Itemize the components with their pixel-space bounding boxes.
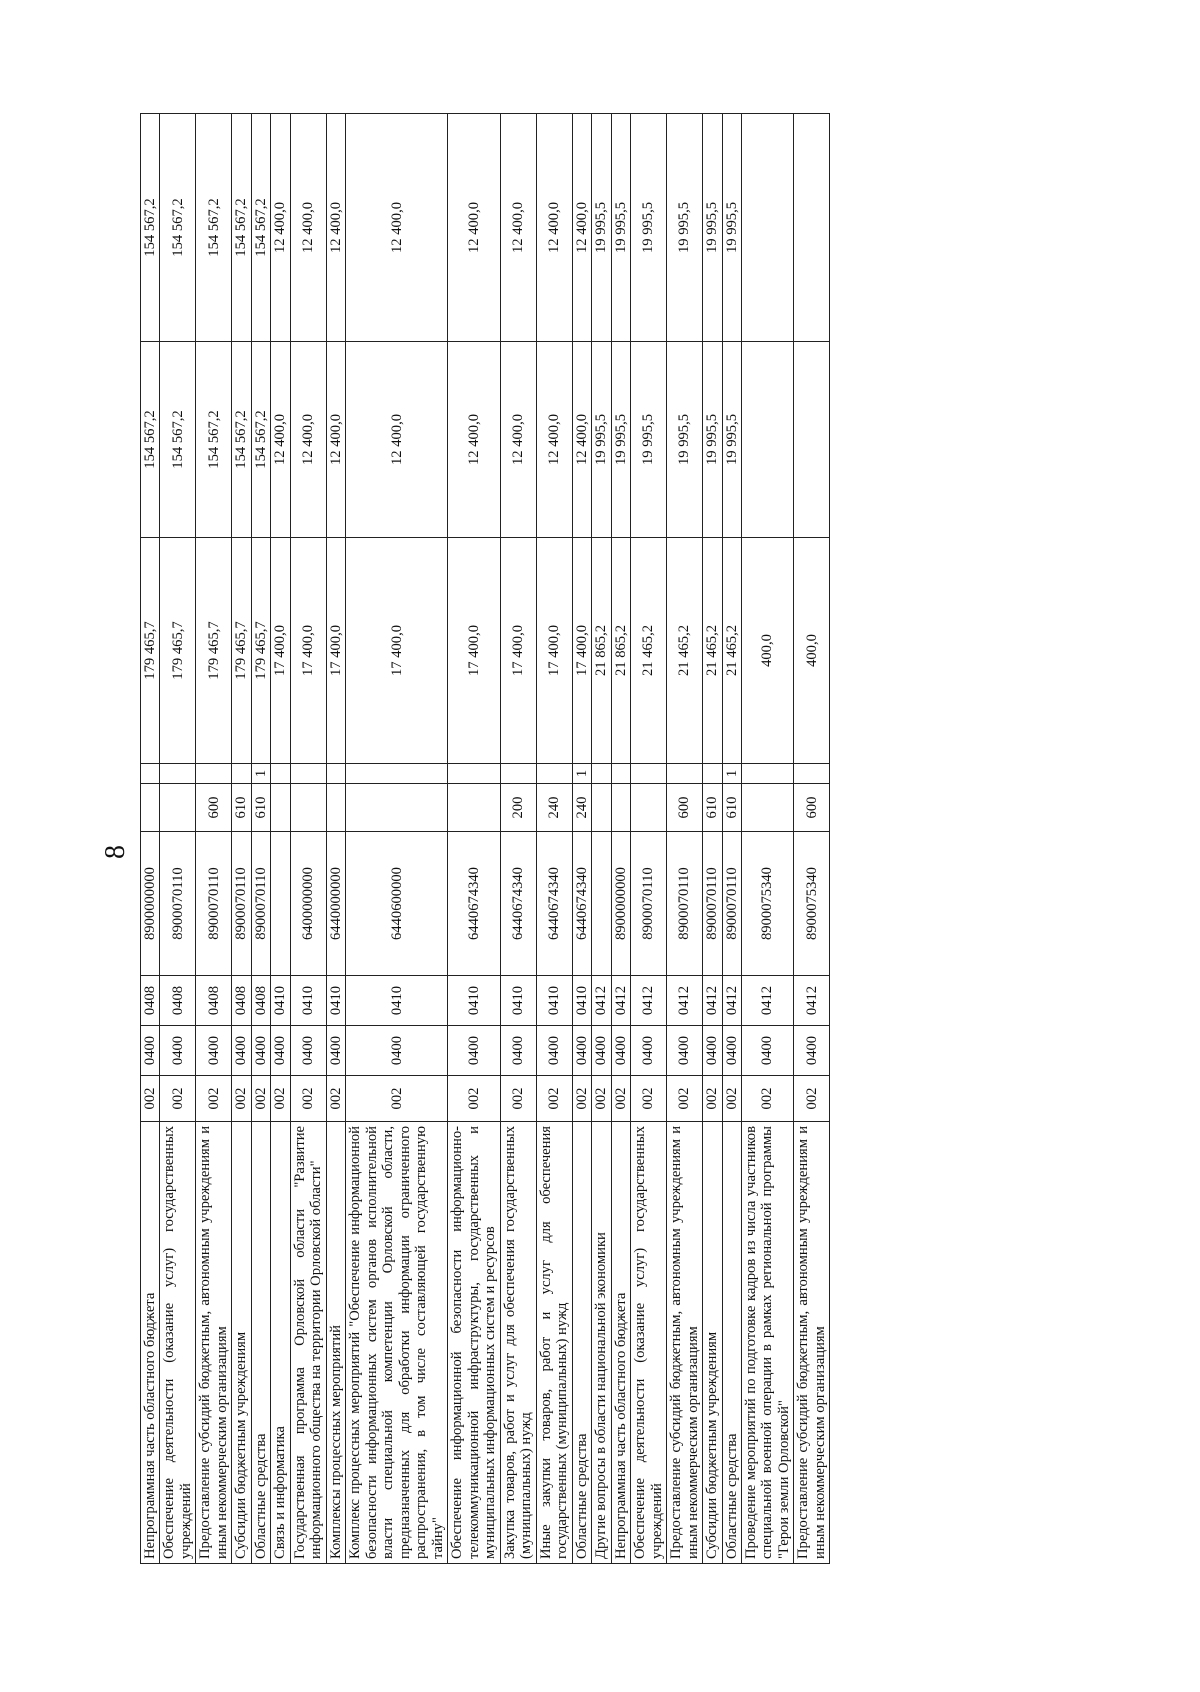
amount-2-cell: 154 567,2 (251, 342, 270, 538)
source-code-cell (232, 764, 251, 784)
expense-name-cell: Субсидии бюджетным учреждениям (232, 1122, 251, 1564)
amount-1-cell: 179 465,7 (232, 538, 251, 764)
amount-2-cell (741, 342, 793, 538)
expense-name-cell: Обеспечение деятельности (оказание услуг) государственных учреждений (631, 1122, 667, 1564)
source-code-cell (631, 764, 667, 784)
section-code-cell: 0400 (196, 1026, 232, 1076)
section-code-cell: 0400 (232, 1026, 251, 1076)
amount-1-cell: 400,0 (794, 538, 830, 764)
grbs-code-cell: 002 (196, 1076, 232, 1122)
target-article-cell: 8900070110 (160, 832, 196, 976)
amount-2-cell: 12 400,0 (536, 342, 572, 538)
subsection-code-cell: 0408 (196, 976, 232, 1026)
grbs-code-cell: 002 (251, 1076, 270, 1122)
section-code-cell: 0400 (500, 1026, 536, 1076)
section-code-cell: 0400 (346, 1026, 448, 1076)
table-body (141, 114, 830, 1564)
target-article-cell: 6440674340 (448, 832, 500, 976)
source-code-cell (592, 764, 611, 784)
budget-table (140, 113, 830, 1564)
amount-2-cell: 12 400,0 (290, 342, 326, 538)
section-code-cell: 0400 (631, 1026, 667, 1076)
amount-2-cell: 19 995,5 (611, 342, 630, 538)
section-code-cell: 0400 (448, 1026, 500, 1076)
expense-name-cell: Другие вопросы в области национальной экономики (592, 1122, 611, 1564)
amount-2-cell: 12 400,0 (271, 342, 290, 538)
grbs-code-cell: 002 (703, 1076, 722, 1122)
expense-name-cell: Комплексы процессных мероприятий (326, 1122, 345, 1564)
table-row (141, 114, 160, 1564)
grbs-code-cell: 002 (741, 1076, 793, 1122)
grbs-code-cell: 002 (326, 1076, 345, 1122)
amount-2-cell: 19 995,5 (592, 342, 611, 538)
subsection-code-cell: 0412 (631, 976, 667, 1026)
expense-type-cell: 610 (722, 784, 741, 832)
expense-type-cell: 600 (196, 784, 232, 832)
table-row (611, 114, 630, 1564)
source-code-cell (346, 764, 448, 784)
section-code-cell: 0400 (290, 1026, 326, 1076)
subsection-code-cell: 0408 (160, 976, 196, 1026)
table-row (346, 114, 448, 1564)
grbs-code-cell: 002 (160, 1076, 196, 1122)
expense-type-cell: 200 (500, 784, 536, 832)
amount-1-cell: 21 465,2 (631, 538, 667, 764)
source-code-cell (290, 764, 326, 784)
amount-2-cell: 154 567,2 (160, 342, 196, 538)
subsection-code-cell: 0410 (346, 976, 448, 1026)
subsection-code-cell: 0412 (741, 976, 793, 1026)
amount-3-cell: 154 567,2 (141, 114, 160, 342)
source-code-cell: 1 (572, 764, 591, 784)
expense-type-cell: 600 (667, 784, 703, 832)
source-code-cell (794, 764, 830, 784)
expense-name-cell: Предоставление субсидий бюджетным, автономным учреждениям и иным некоммерческим организациям (794, 1122, 830, 1564)
section-code-cell: 0400 (141, 1026, 160, 1076)
amount-3-cell: 154 567,2 (232, 114, 251, 342)
source-code-cell (667, 764, 703, 784)
source-code-cell (196, 764, 232, 784)
table-row (232, 114, 251, 1564)
target-article-cell (271, 832, 290, 976)
subsection-code-cell: 0410 (500, 976, 536, 1026)
grbs-code-cell: 002 (232, 1076, 251, 1122)
expense-name-cell: Областные средства (251, 1122, 270, 1564)
section-code-cell: 0400 (536, 1026, 572, 1076)
amount-1-cell: 21 865,2 (611, 538, 630, 764)
expense-type-cell (160, 784, 196, 832)
expense-type-cell: 610 (703, 784, 722, 832)
expense-type-cell: 610 (232, 784, 251, 832)
expense-type-cell: 240 (536, 784, 572, 832)
expense-name-cell: Предоставление субсидий бюджетным, автономным учреждениям и иным некоммерческим организациям (667, 1122, 703, 1564)
expense-name-cell: Комплекс процессных мероприятий "Обеспечение информационной безопасности информационных систем органов исполнительной власти специальной компетенции Орловской области, предназначенных для обработки информации ограниченного распространения, в том числе составляющей государственную тайну" (346, 1122, 448, 1564)
table-row (794, 114, 830, 1564)
expense-type-cell: 600 (794, 784, 830, 832)
table-row (667, 114, 703, 1564)
subsection-code-cell: 0410 (326, 976, 345, 1026)
section-code-cell: 0400 (794, 1026, 830, 1076)
amount-1-cell: 17 400,0 (326, 538, 345, 764)
subsection-code-cell: 0410 (572, 976, 591, 1026)
amount-3-cell: 12 400,0 (326, 114, 345, 342)
grbs-code-cell: 002 (794, 1076, 830, 1122)
expense-name-cell: Непрограммная часть областного бюджета (611, 1122, 630, 1564)
section-code-cell: 0400 (741, 1026, 793, 1076)
amount-3-cell: 12 400,0 (346, 114, 448, 342)
section-code-cell: 0400 (703, 1026, 722, 1076)
expense-name-cell: Субсидии бюджетным учреждениям (703, 1122, 722, 1564)
source-code-cell (141, 764, 160, 784)
grbs-code-cell: 002 (611, 1076, 630, 1122)
amount-2-cell: 12 400,0 (346, 342, 448, 538)
source-code-cell (271, 764, 290, 784)
expense-type-cell: 610 (251, 784, 270, 832)
amount-1-cell: 179 465,7 (251, 538, 270, 764)
target-article-cell: 8900000000 (141, 832, 160, 976)
amount-3-cell: 12 400,0 (271, 114, 290, 342)
grbs-code-cell: 002 (500, 1076, 536, 1122)
subsection-code-cell: 0412 (794, 976, 830, 1026)
amount-2-cell: 12 400,0 (326, 342, 345, 538)
amount-3-cell: 19 995,5 (611, 114, 630, 342)
expense-type-cell (741, 784, 793, 832)
subsection-code-cell: 0412 (703, 976, 722, 1026)
target-article-cell: 8900070110 (667, 832, 703, 976)
amount-1-cell: 17 400,0 (572, 538, 591, 764)
grbs-code-cell: 002 (536, 1076, 572, 1122)
amount-3-cell: 154 567,2 (160, 114, 196, 342)
amount-3-cell: 19 995,5 (592, 114, 611, 342)
grbs-code-cell: 002 (448, 1076, 500, 1122)
subsection-code-cell: 0410 (448, 976, 500, 1026)
amount-2-cell: 19 995,5 (631, 342, 667, 538)
amount-2-cell: 19 995,5 (703, 342, 722, 538)
source-code-cell (741, 764, 793, 784)
subsection-code-cell: 0412 (667, 976, 703, 1026)
section-code-cell: 0400 (572, 1026, 591, 1076)
target-article-cell: 6440674340 (572, 832, 591, 976)
amount-3-cell (741, 114, 793, 342)
source-code-cell (448, 764, 500, 784)
expense-name-cell: Государственная программа Орловской области "Развитие информационного общества на территории Орловской области" (290, 1122, 326, 1564)
amount-2-cell: 19 995,5 (667, 342, 703, 538)
subsection-code-cell: 0412 (722, 976, 741, 1026)
amount-3-cell: 12 400,0 (500, 114, 536, 342)
table-row (196, 114, 232, 1564)
expense-type-cell (271, 784, 290, 832)
target-article-cell: 6440674340 (536, 832, 572, 976)
expense-name-cell: Иные закупки товаров, работ и услуг для обеспечения государственных (муниципальных) нужд (536, 1122, 572, 1564)
section-code-cell: 0400 (611, 1026, 630, 1076)
section-code-cell: 0400 (326, 1026, 345, 1076)
expense-type-cell (631, 784, 667, 832)
grbs-code-cell: 002 (290, 1076, 326, 1122)
amount-3-cell: 19 995,5 (631, 114, 667, 342)
amount-3-cell: 19 995,5 (703, 114, 722, 342)
grbs-code-cell: 002 (631, 1076, 667, 1122)
amount-2-cell: 154 567,2 (141, 342, 160, 538)
subsection-code-cell: 0410 (290, 976, 326, 1026)
amount-2-cell: 19 995,5 (722, 342, 741, 538)
expense-name-cell: Проведение мероприятий по подготовке кадров из числа участников специальной военной операции в рамках региональной программы "Герои земли Орловской" (741, 1122, 793, 1564)
expense-name-cell: Обеспечение деятельности (оказание услуг) государственных учреждений (160, 1122, 196, 1564)
amount-3-cell: 19 995,5 (667, 114, 703, 342)
amount-1-cell: 21 465,2 (667, 538, 703, 764)
amount-1-cell: 17 400,0 (271, 538, 290, 764)
section-code-cell: 0400 (160, 1026, 196, 1076)
amount-1-cell: 17 400,0 (290, 538, 326, 764)
table-row (500, 114, 536, 1564)
target-article-cell: 8900070110 (196, 832, 232, 976)
table-row (160, 114, 196, 1564)
source-code-cell (500, 764, 536, 784)
target-article-cell: 6400000000 (290, 832, 326, 976)
amount-1-cell: 17 400,0 (448, 538, 500, 764)
expense-type-cell (141, 784, 160, 832)
amount-1-cell: 21 865,2 (592, 538, 611, 764)
table-row (572, 114, 591, 1564)
section-code-cell: 0400 (271, 1026, 290, 1076)
source-code-cell (703, 764, 722, 784)
expense-type-cell (346, 784, 448, 832)
amount-1-cell: 400,0 (741, 538, 793, 764)
table-row (592, 114, 611, 1564)
source-code-cell: 1 (251, 764, 270, 784)
target-article-cell: 8900070110 (722, 832, 741, 976)
target-article-cell (592, 832, 611, 976)
grbs-code-cell: 002 (722, 1076, 741, 1122)
target-article-cell: 6440674340 (500, 832, 536, 976)
subsection-code-cell: 0410 (271, 976, 290, 1026)
table-row (251, 114, 270, 1564)
expense-type-cell (326, 784, 345, 832)
amount-1-cell: 17 400,0 (500, 538, 536, 764)
amount-1-cell: 21 465,2 (722, 538, 741, 764)
expense-type-cell (592, 784, 611, 832)
expense-name-cell: Связь и информатика (271, 1122, 290, 1564)
amount-1-cell: 179 465,7 (160, 538, 196, 764)
table-row (722, 114, 741, 1564)
table-row (703, 114, 722, 1564)
table-row (448, 114, 500, 1564)
table-row (290, 114, 326, 1564)
amount-2-cell: 154 567,2 (196, 342, 232, 538)
table-row (536, 114, 572, 1564)
expense-type-cell (290, 784, 326, 832)
rotated-table-container (140, 114, 830, 1564)
expense-name-cell: Обеспечение информационной безопасности информационно-телекоммуникационной инфраструктуры, государственных и муниципальных информационных систем и ресурсов (448, 1122, 500, 1564)
grbs-code-cell: 002 (141, 1076, 160, 1122)
subsection-code-cell: 0412 (592, 976, 611, 1026)
amount-1-cell: 179 465,7 (196, 538, 232, 764)
section-code-cell: 0400 (722, 1026, 741, 1076)
target-article-cell: 8900070110 (703, 832, 722, 976)
expense-name-cell: Закупка товаров, работ и услуг для обеспечения государственных (муниципальных) нужд (500, 1122, 536, 1564)
expense-type-cell (448, 784, 500, 832)
table-row (326, 114, 345, 1564)
target-article-cell: 8900070110 (251, 832, 270, 976)
source-code-cell (611, 764, 630, 784)
table-row (741, 114, 793, 1564)
page-number: 8 (100, 845, 131, 859)
amount-3-cell: 154 567,2 (251, 114, 270, 342)
source-code-cell (326, 764, 345, 784)
expense-type-cell: 240 (572, 784, 591, 832)
grbs-code-cell: 002 (667, 1076, 703, 1122)
source-code-cell (160, 764, 196, 784)
amount-3-cell: 12 400,0 (572, 114, 591, 342)
grbs-code-cell: 002 (346, 1076, 448, 1122)
amount-3-cell: 12 400,0 (448, 114, 500, 342)
expense-name-cell: Областные средства (572, 1122, 591, 1564)
amount-3-cell: 12 400,0 (536, 114, 572, 342)
target-article-cell: 8900070110 (631, 832, 667, 976)
target-article-cell: 6440000000 (326, 832, 345, 976)
target-article-cell: 8900070110 (232, 832, 251, 976)
subsection-code-cell: 0408 (232, 976, 251, 1026)
expense-name-cell: Областные средства (722, 1122, 741, 1564)
grbs-code-cell: 002 (592, 1076, 611, 1122)
amount-2-cell: 12 400,0 (448, 342, 500, 538)
amount-2-cell: 12 400,0 (500, 342, 536, 538)
source-code-cell: 1 (722, 764, 741, 784)
target-article-cell: 6440600000 (346, 832, 448, 976)
section-code-cell: 0400 (667, 1026, 703, 1076)
amount-1-cell: 17 400,0 (346, 538, 448, 764)
grbs-code-cell: 002 (572, 1076, 591, 1122)
amount-2-cell: 12 400,0 (572, 342, 591, 538)
amount-3-cell: 12 400,0 (290, 114, 326, 342)
expense-name-cell: Предоставление субсидий бюджетным, автономным учреждениям и иным некоммерческим организациям (196, 1122, 232, 1564)
amount-2-cell (794, 342, 830, 538)
subsection-code-cell: 0408 (251, 976, 270, 1026)
target-article-cell: 8900075340 (794, 832, 830, 976)
grbs-code-cell: 002 (271, 1076, 290, 1122)
amount-1-cell: 21 465,2 (703, 538, 722, 764)
amount-2-cell: 154 567,2 (232, 342, 251, 538)
amount-1-cell: 179 465,7 (141, 538, 160, 764)
section-code-cell: 0400 (592, 1026, 611, 1076)
expense-name-cell: Непрограммная часть областного бюджета (141, 1122, 160, 1564)
subsection-code-cell: 0410 (536, 976, 572, 1026)
expense-type-cell (611, 784, 630, 832)
source-code-cell (536, 764, 572, 784)
amount-1-cell: 17 400,0 (536, 538, 572, 764)
table-row (271, 114, 290, 1564)
table-row (631, 114, 667, 1564)
section-code-cell: 0400 (251, 1026, 270, 1076)
subsection-code-cell: 0408 (141, 976, 160, 1026)
target-article-cell: 8900000000 (611, 832, 630, 976)
subsection-code-cell: 0412 (611, 976, 630, 1026)
amount-3-cell: 154 567,2 (196, 114, 232, 342)
amount-3-cell: 19 995,5 (722, 114, 741, 342)
target-article-cell: 8900075340 (741, 832, 793, 976)
amount-3-cell (794, 114, 830, 342)
